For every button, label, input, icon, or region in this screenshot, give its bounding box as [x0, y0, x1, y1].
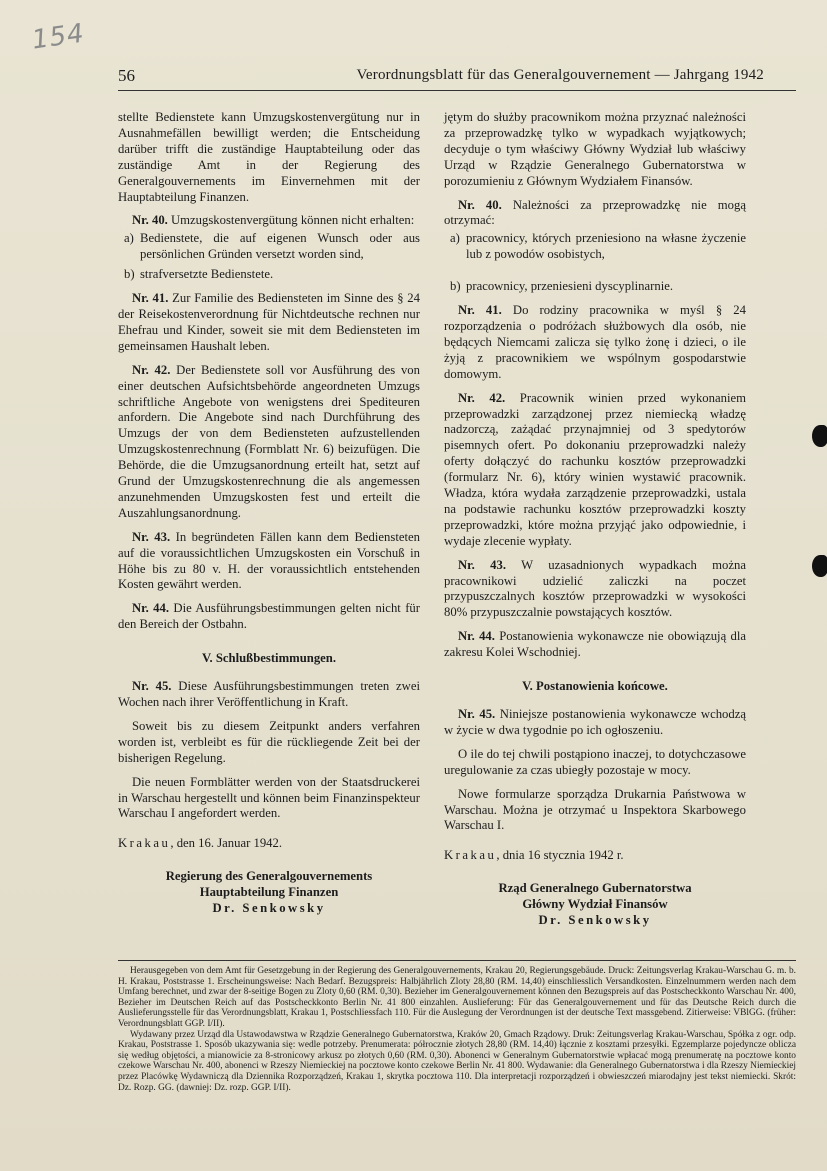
- date-place: Krakau: [118, 836, 171, 851]
- signature-name: Dr. Senkowsky: [212, 901, 326, 916]
- date-line: [444, 848, 746, 864]
- section-text: Należności za przeprowadzkę nie mogą otrzymać:: [444, 197, 746, 228]
- exclusion-list: [444, 231, 746, 295]
- section-nr43: [444, 558, 746, 622]
- list-item-text: pracownicy, przeniesieni dyscyplinarnie.: [466, 279, 674, 294]
- section-number: Nr. 43.: [132, 529, 171, 544]
- page-header: [118, 66, 794, 86]
- paragraph: O ile do tej chwili postąpiono inaczej, to dotychczasowe uregulowanie za czas ubiegły pozostaje w mocy.: [444, 746, 746, 777]
- list-item-text: strafversetzte Bedienstete.: [140, 267, 274, 282]
- section-nr42: [444, 391, 746, 550]
- exclusion-list: [118, 231, 420, 283]
- signature-name: Dr. Senkowsky: [538, 913, 652, 928]
- section-text: Der Bedienstete soll vor Ausführung des von einer deutschen Aufsichtsbehörde angeordneten Umzugs schriftliche Angebote von wenigstens drei Spediteuren anfordern. Die Angebote sind nach Durchführung des Umzugs der von dem Bediensteten aufzustellenden Umzugskostenrechnung (Formblatt Nr. 6) beizufügen. Die Behörde, die die Umzugsanordnung erteilt hat, setzt auf Grund der Umzugskostenrechnung die als angemessen anzunehmenden Umzugskosten fest und erteilt die Auszahlungsanordnung.: [118, 362, 420, 520]
- signature-department: Główny Wydział Finansów: [522, 897, 668, 912]
- running-title: Verordnungsblatt für das Generalgouvernement — Jahrgang 1942: [356, 67, 764, 83]
- section-number: Nr. 42.: [458, 390, 506, 405]
- footer-rule: [118, 960, 796, 961]
- list-item: [118, 267, 420, 283]
- section-text: W uzasadnionych wypadkach można pracownikowi udzielić zaliczki na poczet przypuszczalnych kosztów przeprowadzki w wysokości 80% przypuszczalnie powstających kosztów.: [444, 557, 746, 620]
- date-place: Krakau: [444, 848, 497, 863]
- section-nr45: [444, 707, 746, 739]
- list-item-text: Bedienstete, die auf eigenen Wunsch oder aus persönlichen Gründen versetzt worden sind,: [140, 231, 420, 262]
- section-heading: V. Postanowienia końcowe.: [522, 679, 668, 694]
- handwritten-note: 154: [30, 18, 87, 56]
- page-number: 56: [118, 66, 135, 85]
- section-text: Diese Ausführungsbestimmungen treten zwei Wochen nach ihrer Veröffentlichung in Kraft.: [118, 679, 420, 709]
- section-number: Nr. 41.: [132, 291, 169, 306]
- section-nr43: [118, 530, 420, 594]
- section-text: Do rodziny pracownika w myśl § 24 rozporządzenia o podróżach służbowych dla osób, nie będących Niemcami zalicza się tylko żonę i dzieci, o ile żyją z pracownikiem we wspólnym gospodarstwie domowym.: [444, 303, 746, 381]
- section-number: Nr. 45.: [132, 679, 172, 694]
- list-marker: b): [450, 279, 461, 294]
- section-text: In begründeten Fällen kann dem Bediensteten auf die voraussichtlichen Umzugskosten ein Vorschuß in Höhe bis zu 80 v. H. der voraussichtlich entstehenden Kosten gewährt werden.: [118, 529, 420, 592]
- section-nr40: [444, 198, 746, 230]
- section-number: Nr. 42.: [132, 362, 171, 377]
- signature-authority: Regierung des Generalgouvernements: [165, 869, 373, 884]
- paragraph: Die neuen Formblätter werden von der Staatsdruckerei in Warschau hergestellt und können beim Finanzinspekteur Warschau I angefordert werden.: [118, 774, 420, 821]
- section-number: Nr. 43.: [458, 557, 507, 572]
- section-number: Nr. 44.: [132, 601, 170, 616]
- footer-polish: Wydawany przez Urząd dla Ustawodawstwa w Rządzie Generalnego Gubernatorstwa, Kraków 20, Gmach Rządowy. Druk: Zeitungsverlag Krakau-Warschau, Spółka z ogr. odp. Krakau, Poststrasse 1. Sposób ukazywania się: wedle potrzeby. Prenumerata: półrocznie złotych 28,80 (RM. 14,40) łącznie z kosztami przesyłki. Egzemplarze pojedyncze oblicza się według objętości, a mianowicie za 8-stronicowy arkusz po złotych 0,60 (RM. 0,30). Abonenci w Generalnym Gubernatorstwie wpłacać mogą prenumeratę na pocztowe konto czekowe Warschau Nr. 400, abonenci w Rzeszy Niemieckiej na pocztowe konto czekowe Berlin Nr. 41 800. Wydawanie: dla Generalnego Gubernatorstwa i dla Rzeszy Niemieckiej przez Placówkę Wydawniczą dla Dziennika Rozporządzeń, Krakau 1, skrytka pocztowa 110. Dla interpretacji rozporządzeń i obwieszczeń miarodajny jest tekst niemiecki. Skrót: Dz. Rozp. GG. (dawniej: Dz. rozp. GGP. I/II).: [118, 1029, 796, 1093]
- section-number: Nr. 45.: [458, 707, 496, 721]
- section-number: Nr. 41.: [458, 303, 502, 318]
- list-item: [444, 231, 746, 263]
- publication-footer: [118, 966, 796, 1093]
- section-nr44: [444, 629, 746, 661]
- section-text: Postanowienia wykonawcze nie obowiązują dla zakresu Kolei Wschodniej.: [444, 629, 746, 660]
- section-nr44: [118, 601, 420, 633]
- ink-blot: [812, 555, 827, 577]
- section-nr41: [118, 291, 420, 355]
- polish-column: [444, 110, 746, 928]
- section-text: Umzugskostenvergütung können nicht erhalten:: [167, 213, 415, 228]
- paragraph: jętym do służby pracownikom można przyznać należności za przeprowadzkę tylko w wypadkach wyjątkowych; decyduje o tym właściwy Główny Wydział lub właściwy Urząd w Rządzie Generalnego Gubernatorstwa w porozumieniu z Głównym Wydziałem Finansów.: [444, 110, 746, 188]
- ink-blot: [812, 425, 827, 447]
- list-item: [444, 279, 746, 295]
- section-nr41: [444, 303, 746, 383]
- list-marker: a): [124, 231, 134, 246]
- section-text: Zur Familie des Bediensteten im Sinne des § 24 der Reisekostenverordnung für Nichtdeutsche rechnen nur Ehefrau und Kinder, soweit sie mit dem Bediensteten im gemeinsamen Haushalt leben.: [118, 291, 420, 353]
- section-heading: V. Schlußbestimmungen.: [201, 651, 337, 666]
- section-number: Nr. 40.: [132, 213, 168, 228]
- section-text: Pracownik winien przed wykonaniem przeprowadzki zarządzonej przez niemiecką władzę nadzorczą, zażądać przynajmniej od 3 spedytorów pisemnych ofert. Po dokonaniu przeprowadzki należy oferty dołączyć do rachunku kosztów przeprowadzki (formularz Nr. 6), który winien wystawić pracownik. Władza, która wydała zarządzenie przeprowadzki, ustala na podstawie rachunku kosztów przeprowadzki koszty przeprowadzki, które można przyjąć jako odpowiednie, i wydaje zlecenie wypłaty.: [444, 390, 746, 548]
- list-item-text: pracownicy, których przeniesiono na własne życzenie lub z powodów osobistych,: [466, 231, 746, 262]
- section-number: Nr. 44.: [458, 629, 495, 644]
- section-text: Niniejsze postanowienia wykonawcze wchodzą w życie w dwa tygodnie po ich ogłoszeniu.: [444, 707, 746, 737]
- section-number: Nr. 40.: [458, 197, 502, 212]
- paragraph: Soweit bis zu diesem Zeitpunkt anders verfahren worden ist, verbleibt es für die rückliegende Zeit bei der bisherigen Regelung.: [118, 718, 420, 765]
- list-marker: a): [450, 231, 460, 246]
- list-marker: b): [124, 267, 135, 282]
- signature-block: [444, 880, 746, 928]
- paragraph: Nowe formularze sporządza Drukarnia Państwowa w Warschau. Można je otrzymać u Inspektora Skarbowego Warschau I.: [444, 786, 746, 833]
- section-nr42: [118, 363, 420, 522]
- signature-department: Hauptabteilung Finanzen: [199, 885, 339, 900]
- paragraph: stellte Bedienstete kann Umzugskostenvergütung nur in Ausnahmefällen bewilligt werden; die Entscheidung darüber trifft die zuständige Hauptabteilung oder das zuständige Amt in der Regierung des Generalgouvernements im Einvernehmen mit der Hauptabteilung Finanzen.: [118, 110, 420, 204]
- section-nr45: [118, 679, 420, 711]
- date-text: , den 16. Januar 1942.: [170, 836, 283, 851]
- date-text: , dnia 16 stycznia 1942 r.: [496, 848, 624, 863]
- signature-authority: Rząd Generalnego Gubernatorstwa: [498, 881, 692, 896]
- signature-block: [118, 868, 420, 916]
- section-text: Die Ausführungsbestimmungen gelten nicht für den Bereich der Ostbahn.: [118, 601, 420, 632]
- list-item: [118, 231, 420, 263]
- header-rule: [118, 90, 796, 91]
- date-line: [118, 836, 420, 852]
- section-nr40: [118, 213, 420, 229]
- german-column: [118, 110, 420, 916]
- footer-german: Herausgegeben von dem Amt für Gesetzgebung in der Regierung des Generalgouvernements, Krakau 20, Regierungsgebäude. Druck: Zeitungsverlag Krakau-Warschau G. m. b. H. Krakau, Poststrasse 1. Erscheinungsweise: Nach Bedarf. Bezugspreis: Halbjährlich Zloty 28,80 (RM. 14,40) einschliesslich Versandkosten. Einzelnummern werden nach dem Umfang berechnet, und zwar der 8-seitige Bogen zu Zloty 0,60 (RM. 0,30). Bezieher im Generalgouvernement können den Bezugspreis auf das Postscheckkonto Warschau Nr. 400, Bezieher im Deutschen Reich auf das Postscheckkonto Berlin Nr. 41 800 einzahlen. Auslieferung: Für das Generalgouvernement und für das Deutsche Reich durch die Auslieferungsstelle für das Verordnungsblatt, Krakau 1, Postschliessfach 110. Für die Auslegung der Verordnungen ist der deutsche Text massgebend. Zitierweise: VBlGG. (früher: Verordnungsblatt GGP. I/II).: [118, 966, 796, 1029]
